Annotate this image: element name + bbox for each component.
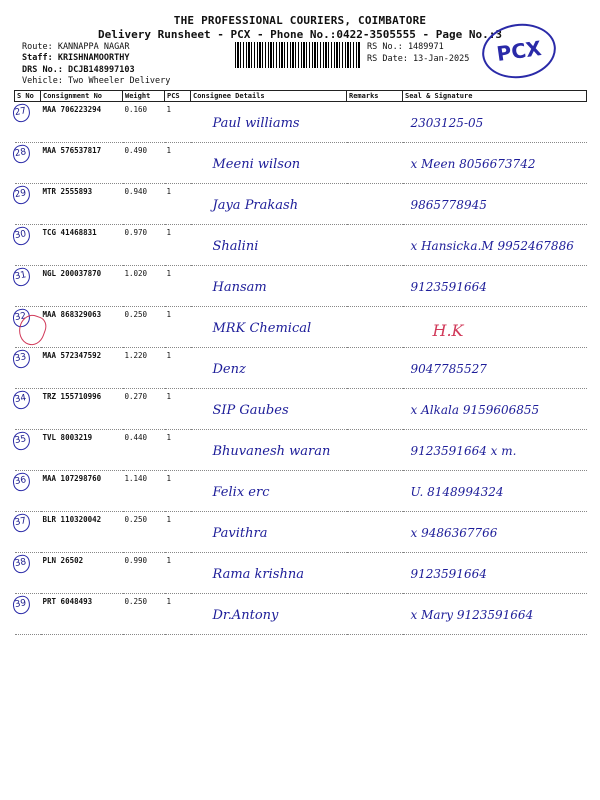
- consignment-number: TVL 8003219: [41, 430, 123, 471]
- weight: 0.270: [123, 389, 165, 430]
- row-sno-cell: [15, 348, 41, 389]
- consignee-handwritten-name: Dr.Antony: [212, 608, 279, 623]
- circled-number: 31: [13, 268, 30, 286]
- weight: 0.440: [123, 430, 165, 471]
- weight: 0.250: [123, 594, 165, 635]
- consignee-handwritten-name: SIP Gaubes: [212, 403, 289, 418]
- signature-handwriting: 9123591664: [410, 567, 487, 581]
- col-consignment: Consignment No: [41, 91, 123, 102]
- circled-number: 33: [13, 350, 30, 368]
- weight: 1.140: [123, 471, 165, 512]
- consignee-cell: [191, 512, 347, 553]
- consignee-cell: [191, 307, 347, 348]
- remarks: [347, 307, 403, 348]
- consignee-handwritten-name: Rama krishna: [212, 567, 304, 582]
- col-remarks: Remarks: [347, 91, 403, 102]
- consignee-cell: [191, 430, 347, 471]
- signature-cell: [403, 348, 587, 389]
- table-row: [15, 143, 587, 184]
- col-pcs: PCS: [165, 91, 191, 102]
- pieces: 1: [165, 594, 191, 635]
- signature-handwriting: 9047785527: [410, 362, 487, 376]
- pieces: 1: [165, 430, 191, 471]
- row-sno-cell: [15, 225, 41, 266]
- table-row: [15, 348, 587, 389]
- signature-cell: [403, 389, 587, 430]
- table-row: [15, 266, 587, 307]
- pcx-stamp: PCX: [479, 19, 560, 83]
- circled-number: 38: [13, 555, 30, 573]
- signature-handwriting: x Meen 8056673742: [410, 157, 536, 171]
- consignment-number: MAA 107298760: [41, 471, 123, 512]
- signature-handwriting: x Hansicka.M 9952467886: [410, 239, 574, 253]
- col-weight: Weight: [123, 91, 165, 102]
- signature-cell: [403, 594, 587, 635]
- staff-label: Staff: KRISHNAMOORTHY: [22, 53, 130, 63]
- row-sno-cell: [15, 102, 41, 143]
- consignee-handwritten-name: Felix erc: [212, 485, 270, 500]
- pieces: 1: [165, 512, 191, 553]
- company-title: THE PROFESSIONAL COURIERS, COIMBATORE: [173, 14, 427, 27]
- table-row: [15, 471, 587, 512]
- consignee-cell: [191, 389, 347, 430]
- row-sno-cell: [15, 553, 41, 594]
- signature-cell: [403, 225, 587, 266]
- circled-number: 28: [13, 145, 30, 163]
- circled-number: 35: [13, 432, 30, 450]
- consignment-number: MAA 868329063: [41, 307, 123, 348]
- weight: 0.970: [123, 225, 165, 266]
- consignment-number: PLN 26502: [41, 553, 123, 594]
- weight: 0.250: [123, 512, 165, 553]
- pieces: 1: [165, 184, 191, 225]
- row-sno-cell: [15, 389, 41, 430]
- consignment-number: TCG 41468831: [41, 225, 123, 266]
- remarks: [347, 225, 403, 266]
- col-sno: S No: [15, 91, 41, 102]
- remarks: [347, 594, 403, 635]
- consignee-handwritten-name: Jaya Prakash: [212, 198, 299, 213]
- consignee-cell: [191, 348, 347, 389]
- weight: 0.990: [123, 553, 165, 594]
- pieces: 1: [165, 102, 191, 143]
- weight: 0.940: [123, 184, 165, 225]
- weight: 0.160: [123, 102, 165, 143]
- table-row: [15, 512, 587, 553]
- consignee-cell: [191, 553, 347, 594]
- circled-number: 29: [13, 186, 30, 204]
- remarks: [347, 348, 403, 389]
- consignment-number: MTR 2555893: [41, 184, 123, 225]
- consignee-cell: [191, 266, 347, 307]
- signature-handwriting: 9123591664: [410, 280, 487, 294]
- signature-cell: [403, 102, 587, 143]
- table-row: [15, 184, 587, 225]
- row-sno-cell: [15, 307, 41, 348]
- signature-handwriting: x Mary 9123591664: [410, 608, 534, 622]
- pieces: 1: [165, 143, 191, 184]
- consignee-cell: [191, 471, 347, 512]
- signature-handwriting: x 9486367766: [410, 526, 498, 540]
- consignee-handwritten-name: MRK Chemical: [212, 321, 312, 336]
- circled-number: 34: [13, 391, 30, 409]
- rs-date: RS Date: 13-Jan-2025: [367, 54, 470, 64]
- remarks: [347, 471, 403, 512]
- circled-number: 36: [13, 473, 30, 491]
- vehicle-label: Vehicle: Two Wheeler Delivery: [22, 76, 171, 86]
- row-sno-cell: [15, 594, 41, 635]
- consignee-handwritten-name: Shalini: [212, 239, 259, 254]
- weight: 0.490: [123, 143, 165, 184]
- remarks: [347, 102, 403, 143]
- pieces: 1: [165, 225, 191, 266]
- table-row: [15, 389, 587, 430]
- signature-cell: [403, 512, 587, 553]
- row-sno-cell: [15, 184, 41, 225]
- circled-number: 27: [13, 104, 30, 122]
- signature-cell: [403, 184, 587, 225]
- consignee-cell: [191, 102, 347, 143]
- consignment-number: MAA 576537817: [41, 143, 123, 184]
- col-consignee: Consignee Details: [191, 91, 347, 102]
- signature-cell: [403, 553, 587, 594]
- weight: 0.250: [123, 307, 165, 348]
- col-signature: Seal & Signature: [403, 91, 587, 102]
- drs-label: DRS No.: DCJB148997103: [22, 65, 135, 75]
- table-row: [15, 225, 587, 266]
- remarks: [347, 512, 403, 553]
- weight: 1.220: [123, 348, 165, 389]
- remarks: [347, 266, 403, 307]
- table-row: [15, 102, 587, 143]
- consignment-number: MAA 572347592: [41, 348, 123, 389]
- table-row: [15, 430, 587, 471]
- signature-handwriting: H.K: [432, 321, 464, 340]
- pieces: 1: [165, 389, 191, 430]
- rs-number: RS No.: 1489971: [367, 42, 444, 52]
- consignment-number: PRT 6048493: [41, 594, 123, 635]
- runsheet-title: Delivery Runsheet - PCX - Phone No.:0422-3505555 - Page No.:3: [98, 28, 502, 41]
- weight: 1.020: [123, 266, 165, 307]
- consignee-handwritten-name: Bhuvanesh waran: [212, 444, 331, 459]
- row-sno-cell: [15, 430, 41, 471]
- consignment-number: NGL 200037870: [41, 266, 123, 307]
- signature-cell: [403, 143, 587, 184]
- signature-handwriting: x Alkala 9159606855: [410, 403, 540, 417]
- consignment-number: TRZ 155710996: [41, 389, 123, 430]
- pieces: 1: [165, 266, 191, 307]
- consignee-handwritten-name: Pavithra: [212, 526, 268, 541]
- row-sno-cell: [15, 143, 41, 184]
- consignee-handwritten-name: Paul williams: [212, 116, 300, 131]
- table-row: [15, 553, 587, 594]
- consignee-handwritten-name: Meeni wilson: [212, 157, 301, 172]
- signature-cell: [403, 471, 587, 512]
- consignment-number: BLR 110320042: [41, 512, 123, 553]
- remarks: [347, 143, 403, 184]
- consignee-cell: [191, 594, 347, 635]
- remarks: [347, 430, 403, 471]
- table-row: [15, 594, 587, 635]
- signature-cell: [403, 307, 587, 348]
- barcode: [235, 42, 360, 68]
- consignee-cell: [191, 225, 347, 266]
- circled-number: 37: [13, 514, 30, 532]
- signature-handwriting: U. 8148994324: [410, 485, 504, 499]
- consignee-cell: [191, 143, 347, 184]
- circled-number: 30: [13, 227, 30, 245]
- signature-cell: [403, 430, 587, 471]
- row-sno-cell: [15, 512, 41, 553]
- consignee-handwritten-name: Hansam: [212, 280, 267, 295]
- remarks: [347, 553, 403, 594]
- row-sno-cell: [15, 266, 41, 307]
- pieces: 1: [165, 553, 191, 594]
- consignee-handwritten-name: Denz: [212, 362, 246, 377]
- runsheet-table: [14, 90, 587, 635]
- signature-handwriting: 9123591664 x m.: [410, 444, 517, 458]
- consignee-cell: [191, 184, 347, 225]
- pieces: 1: [165, 471, 191, 512]
- signature-cell: [403, 266, 587, 307]
- consignment-number: MAA 706223294: [41, 102, 123, 143]
- remarks: [347, 389, 403, 430]
- row-sno-cell: [15, 471, 41, 512]
- circled-number: 39: [13, 596, 30, 614]
- circled-number: 32: [13, 309, 30, 327]
- route-label: Route: KANNAPPA NAGAR: [22, 42, 130, 52]
- table-row: [15, 307, 587, 348]
- pieces: 1: [165, 348, 191, 389]
- signature-handwriting: 2303125-05: [410, 116, 484, 130]
- signature-handwriting: 9865778945: [410, 198, 487, 212]
- pieces: 1: [165, 307, 191, 348]
- remarks: [347, 184, 403, 225]
